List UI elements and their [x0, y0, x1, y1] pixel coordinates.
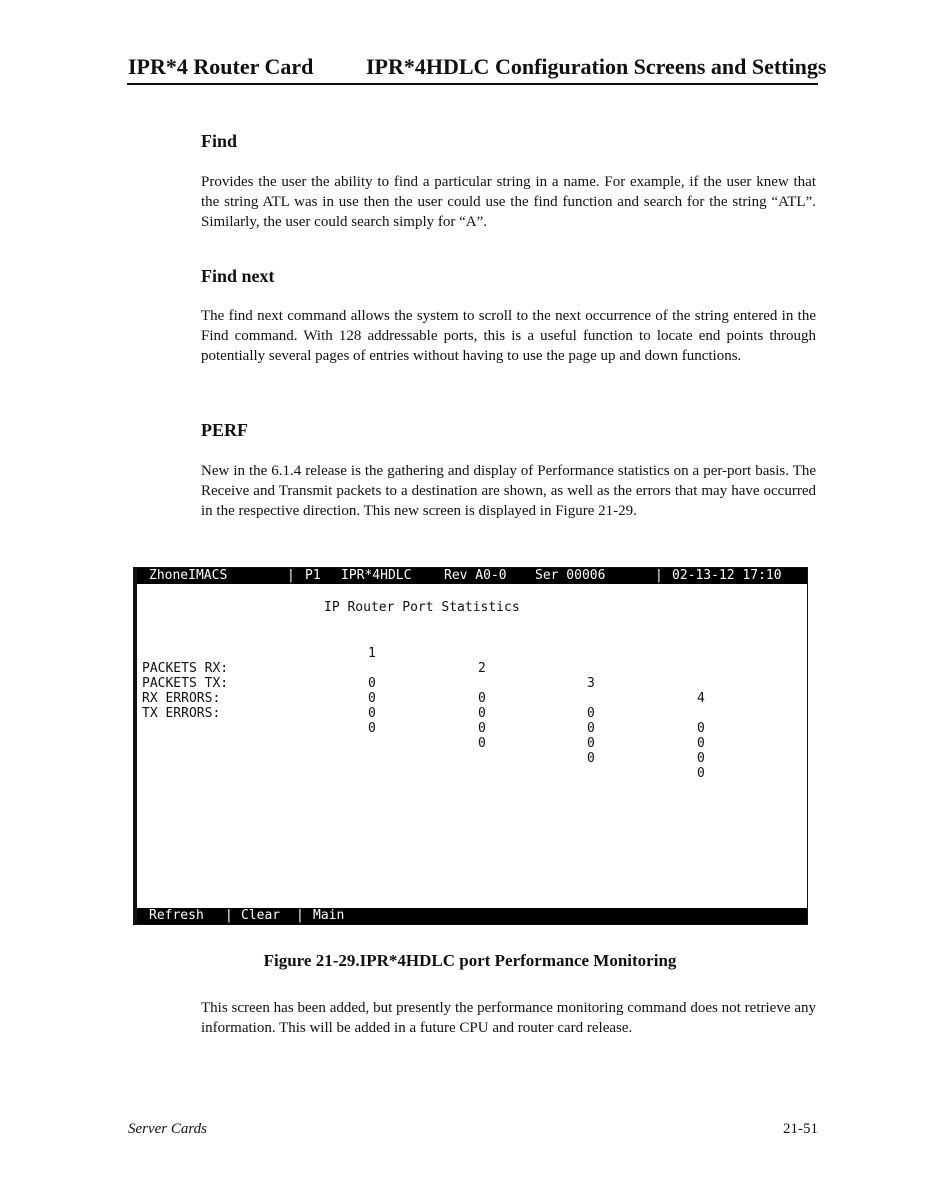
section-text-find-next: The find next command allows the system to scroll to the next occurrence of the string entered in the Find command. With 128 addressable ports, this is a useful function to locate end points through potentially several pages of entries without having to use the page up and down functions. — [201, 308, 816, 364]
port-header-2: 2 — [478, 661, 486, 676]
revision-label: Rev A0-0 — [444, 568, 507, 583]
section-title-perf: PERF — [201, 420, 248, 440]
page-number: 21-51 — [783, 1121, 818, 1137]
stat-row-tx-errors — [142, 691, 802, 781]
refresh-command[interactable]: Refresh — [149, 908, 204, 923]
command-separator: | — [296, 908, 304, 923]
section-title-find-next: Find next — [201, 266, 275, 286]
stat-value: 0 — [587, 721, 595, 736]
status-separator: | — [287, 568, 295, 583]
figure-caption: Figure 21-29.IPR*4HDLC port Performance Monitoring — [263, 951, 677, 970]
stat-value: 0 — [697, 751, 705, 766]
port-header-4: 4 — [697, 691, 705, 706]
stat-label: RX ERRORS: — [142, 691, 221, 706]
terminal-command-bar — [137, 908, 807, 924]
card-name: IPR*4HDLC — [341, 568, 412, 583]
terminal-status-bar — [137, 568, 807, 584]
stat-value: 0 — [478, 721, 486, 736]
stat-label: PACKETS RX: — [142, 661, 229, 676]
port-header-3: 3 — [587, 676, 595, 691]
stat-value: 0 — [368, 691, 376, 706]
stat-value: 0 — [368, 706, 376, 721]
stat-value: 0 — [587, 736, 595, 751]
system-name: ZhoneIMACS — [149, 568, 228, 583]
stat-value: 0 — [368, 676, 376, 691]
stat-value: 0 — [478, 691, 486, 706]
slot-label: P1 — [305, 568, 321, 583]
header-right-title: IPR*4HDLC Configuration Screens and Settings — [366, 54, 827, 79]
section-title-find: Find — [201, 131, 238, 151]
stat-value: 0 — [587, 706, 595, 721]
command-separator: | — [225, 908, 233, 923]
stat-value: 0 — [697, 736, 705, 751]
stat-value: 0 — [478, 736, 486, 751]
header-rule — [127, 83, 818, 85]
status-separator: | — [655, 568, 663, 583]
section-text-perf: New in the 6.1.4 release is the gathering and display of Performance statistics on a per-port basis. The Receive and Transmit packets to a destination are shown, as well as the errors that may have occurred in the respective direction. This new screen is displayed in Figure 21-29. — [201, 463, 816, 519]
main-command[interactable]: Main — [313, 908, 345, 923]
stat-value: 0 — [368, 721, 376, 736]
stat-label: TX ERRORS: — [142, 706, 221, 721]
terminal-screen — [133, 567, 808, 925]
port-header-1: 1 — [368, 646, 376, 661]
stat-value: 0 — [587, 751, 595, 766]
header-left-title: IPR*4 Router Card — [128, 54, 314, 79]
clear-command[interactable]: Clear — [241, 908, 281, 923]
section-text-find: Provides the user the ability to find a particular string in a name. For example, if the user knew that the string ATL was in use then the user could use the find function and search for the string “ATL”. Similarly, the user could search simply for “A”. — [201, 174, 816, 230]
closing-paragraph: This screen has been added, but presently the performance monitoring command does not retrieve any information. This will be added in a future CPU and router card release. — [201, 1000, 816, 1036]
date-time: 02-13-12 17:10 — [672, 568, 782, 583]
stat-value: 0 — [697, 766, 705, 781]
stat-value: 0 — [697, 721, 705, 736]
stat-value: 0 — [478, 706, 486, 721]
screen-title: IP Router Port Statistics — [324, 600, 520, 615]
serial-label: Ser 00006 — [535, 568, 606, 583]
stat-label: PACKETS TX: — [142, 676, 229, 691]
footer-left: Server Cards — [128, 1121, 208, 1137]
